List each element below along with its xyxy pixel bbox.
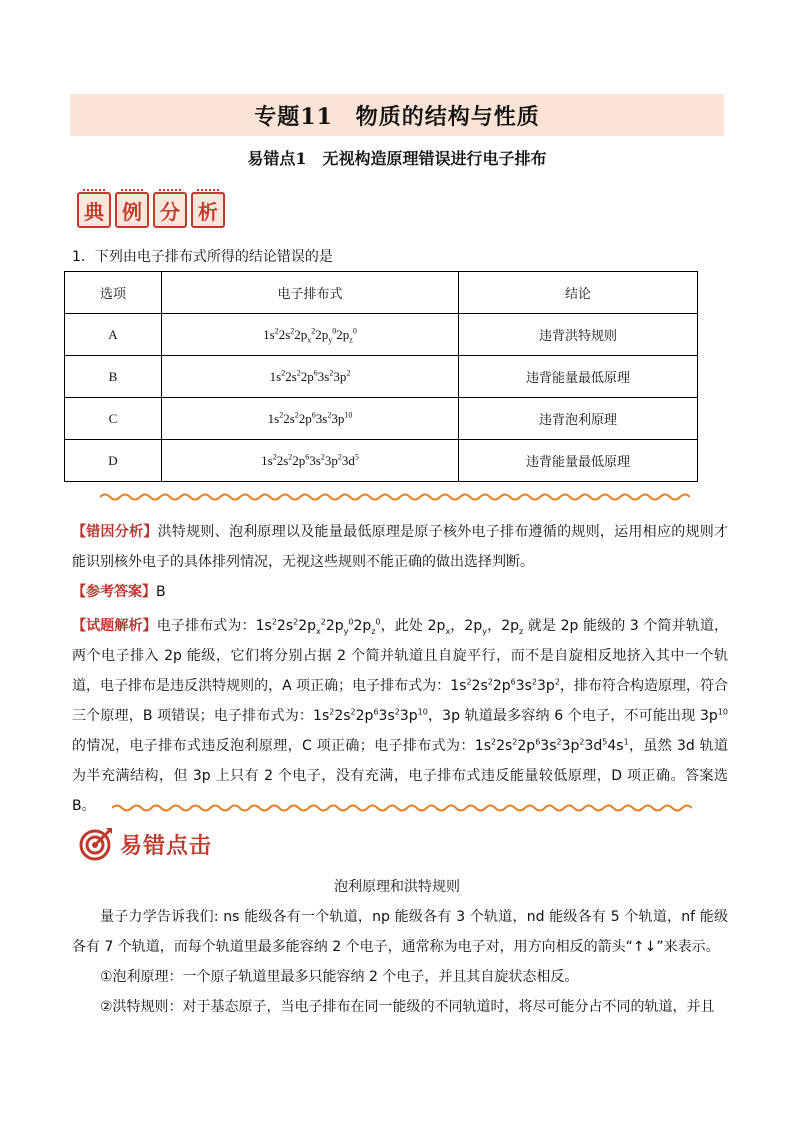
row-conclusion: 违背洪特规则: [459, 314, 698, 356]
page-title: 专题11 物质的结构与性质: [70, 94, 724, 136]
table-row: [65, 314, 698, 356]
error-analysis-text: 洪特规则、泡利原理以及能量最低原理是原子核外电子排布遵循的规则，运用相应的规则才能识别核外电子的具体排列情况，无视这些规则不能正确的做出选择判断。: [72, 524, 729, 570]
answer-text: B: [156, 584, 166, 600]
header-option: 选项: [65, 272, 162, 314]
row-config: $1s^22s^22p^63s^23p^23d^5$: [162, 440, 459, 482]
answer-label: 【参考答案】: [72, 584, 156, 600]
error-analysis-label: 【错因分析】: [72, 524, 158, 540]
page-subtitle: 易错点1 无视构造原理错误进行电子排布: [247, 149, 547, 168]
row-config: $1s^22s^22p^63s^23p^{10}$: [162, 398, 459, 440]
wavy-divider: [112, 803, 692, 813]
explanation-part: ，虽然 3d 轨道为半充满结构，但 3p 上只有 2 个电子，没有充满，电子排布式违反能量较低原理，D 项正确。答案选 B。: [72, 738, 728, 814]
table-row: [65, 356, 698, 398]
example-analysis-badge: [77, 192, 225, 228]
table-row: [65, 440, 698, 482]
explanation-part: 电子排布式为：: [156, 618, 256, 634]
row-config: $1s^22s^22p^63s^23p^2$: [162, 356, 459, 398]
options-table: [64, 271, 698, 482]
row-option: C: [65, 398, 162, 440]
header-conclusion: 结论: [459, 272, 698, 314]
body-paragraph: 量子力学告诉我们: ns 能级各有一个轨道，np 能级各有 3 个轨道，nd 能级各有 5 个轨道，nf 能级各有 7 个轨道，而每个轨道里最多能容纳 2 个电子，通常称为电子对，用方向相反的箭头“↑↓”来表示。: [72, 909, 728, 955]
row-conclusion: 违背能量最低原理: [459, 440, 698, 482]
explanation-part: ，此处: [380, 618, 424, 634]
badge-char: 分: [153, 192, 187, 228]
badge-char: 例: [115, 192, 149, 228]
row-conclusion: 违背能量最低原理: [459, 356, 698, 398]
reference-answer: [72, 577, 728, 607]
explanation-part: 就是 2p 能级的 3 个简并轨道，两个电子排入 2p 能级，它们将分别占据 2 个简并轨道且自旋平行，而不是自旋相反地挤入其中一个轨道，电子排布是违反洪特规则的，A 项正确；电子排布式为：: [72, 618, 729, 694]
target-icon: [78, 826, 114, 862]
table-row: [65, 398, 698, 440]
explanation-label: 【试题解析】: [72, 618, 157, 634]
row-option: B: [65, 356, 162, 398]
header-config: 电子排布式: [162, 272, 459, 314]
section-heading: 泡利原理和洪特规则: [334, 879, 460, 895]
explanation-part: 的情况，电子排布式违反泡利原理，C 项正确；电子排布式为：: [72, 738, 475, 754]
explanation-part: ，排布符合构造原理，符合三个原理，B 项错误；电子排布式为：: [72, 678, 728, 724]
badge-char: 析: [191, 192, 225, 228]
row-option: A: [65, 314, 162, 356]
error-tips-header: [78, 826, 212, 862]
body-paragraph: ①泡利原理：一个原子轨道里最多只能容纳 2 个电子，并且其自旋状态相反。: [100, 969, 579, 985]
body-paragraph: ②洪特规则：对于基态原子，当电子排布在同一能级的不同轨道时，将尽可能分占不同的轨道，并且: [100, 999, 715, 1015]
explanation-part: ，3p 轨道最多容纳 6 个电子，不可能出现 3p: [427, 708, 718, 724]
badge-char: 典: [77, 192, 111, 228]
wavy-divider: [100, 492, 690, 502]
row-config: $1s^22s^22p_x^22p_y^02p_z^0$: [162, 314, 459, 356]
row-option: D: [65, 440, 162, 482]
table-header-row: [65, 272, 698, 314]
explanation: 【试题解析】电子排布式为：$1s^22s^22p_x^22p_y^02p_z^0$，此处 $2p_x$，$2p_y$，$2p_z$ 就是 2p 能级的 3 个简并轨道，两个电子排入 2p 能级，它们将分别占据 2 个简并轨道且自旋平行，而不是自旋相反地挤入其中一个轨道，电子排布是违反洪特规则的，A 项正确；电子排布式为：$1s^22s^22p^63s^23p^2$，排布符合构造原理，符合三个原理，B 项错误；电子排布式为：$1s^22s^22p^63s^23p^{10}$，3p 轨道最多容纳 6 个电子，不可能出现 $3p^{10}$的情况，电子排布式违反泡利原理，C 项正确；电子排布式为：$1s^22s^22p^63s^23p^23d^54s^1$，虽然 3d 轨道为半充满结构，但 3p 上只有 2 个电子，没有充满，电子排布式违反能量较低原理，D 项正确。答案选 B。: [72, 617, 729, 814]
error-analysis: [72, 517, 728, 577]
row-conclusion: 违背泡利原理: [459, 398, 698, 440]
question-text: 1．下列由电子排布式所得的结论错误的是: [72, 249, 333, 265]
error-tips-label: 易错点击: [120, 833, 213, 859]
